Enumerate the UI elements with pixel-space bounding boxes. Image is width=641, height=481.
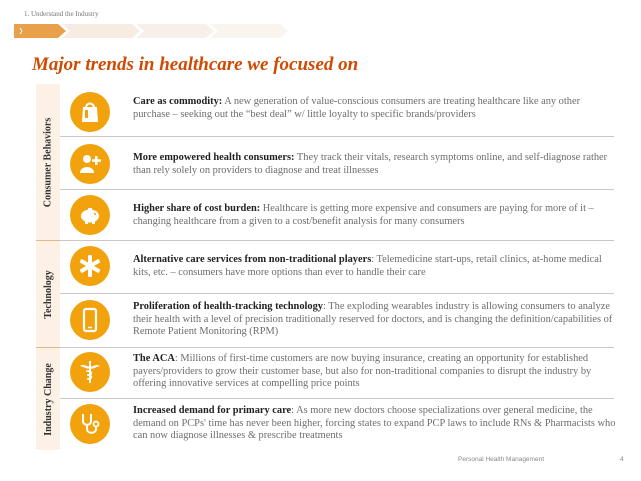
trend-body: A new generation of value-conscious consumers are treating healthcare like any other purchase – seeking out the “best deal” w/ little loyalty to specific brands/providers (133, 96, 581, 120)
trend-text (133, 152, 618, 177)
trend-text (133, 254, 618, 279)
caduceus-icon (70, 352, 110, 392)
stethoscope-icon (70, 404, 110, 444)
category-label: Industry Change (42, 362, 54, 436)
category-consumer-behaviors (36, 84, 60, 240)
trend-heading: Higher share of cost burden: (133, 203, 261, 214)
page-number: 4 (620, 456, 624, 463)
smartphone-icon (70, 300, 110, 340)
progress-segment (136, 24, 214, 38)
row-divider (60, 398, 614, 399)
category-label: Technology (42, 269, 54, 319)
row-divider (60, 293, 614, 294)
progress-segment (62, 24, 140, 38)
category-technology (36, 241, 60, 347)
breadcrumb: 1. Understand the Industry (24, 10, 99, 18)
row-divider (60, 347, 614, 348)
section-progress-bar (14, 24, 334, 38)
trend-heading: The ACA (133, 353, 175, 364)
category-industry-change (36, 348, 60, 450)
trend-text (133, 96, 618, 121)
footer-text: Personal Health Management (458, 456, 544, 463)
trend-heading: More empowered health consumers: (133, 152, 295, 163)
trend-body: They track their vitals, research symptoms online, and self-diagnose rather than rely solely on providers to diagnose and treat illnesses (133, 152, 608, 176)
row-divider (60, 189, 614, 190)
trend-body: Healthcare is getting more expensive and consumers are paying for more of it – changing healthcare from a given to a cost/benefit analysis for many consumers (133, 203, 594, 227)
trend-heading: Increased demand for primary care (133, 405, 292, 416)
piggy-bank-icon (70, 195, 110, 235)
trend-heading: Care as commodity: (133, 96, 223, 107)
trend-heading: Proliferation of health-tracking technology (133, 301, 323, 312)
category-label: Consumer Behaviors (42, 117, 54, 207)
trend-body: : Telemedicine start-ups, retail clinics, at-home medical kits, etc. – consumers have more options than ever to handle their care (133, 254, 602, 278)
progress-segment (210, 24, 288, 38)
trend-heading: Alternative care services from non-traditional players (133, 254, 372, 265)
row-divider (60, 240, 614, 241)
trend-text (133, 353, 618, 391)
page-title: Major trends in healthcare we focused on (32, 54, 359, 75)
trend-body: : The exploding wearables industry is allowing consumers to analyze their health with a level of precision traditionally reserved for doctors, and is changing the definition/capabilities of Remote Patient Monitoring (RPM) (133, 301, 613, 337)
trend-text (133, 405, 618, 443)
trend-body: : As more new doctors choose specializations over general medicine, the demand on PCPs' time has never been higher, forcing states to expand PCP laws to include RNs & Pharmacists who can now diagnose illnesses & prescribe treatments (133, 405, 616, 441)
asterisk-icon (70, 246, 110, 286)
trend-body: : Millions of first-time customers are now buying insurance, creating an opportunity for established payers/providers to grow their customer base, but also for non-traditional companies to disrupt the industry by offering innovative services at compelling price points (133, 353, 592, 389)
shopping-bag-icon (70, 92, 110, 132)
trend-text (133, 203, 618, 228)
person-plus-icon (70, 144, 110, 184)
trend-text (133, 301, 618, 339)
row-divider (60, 136, 614, 137)
